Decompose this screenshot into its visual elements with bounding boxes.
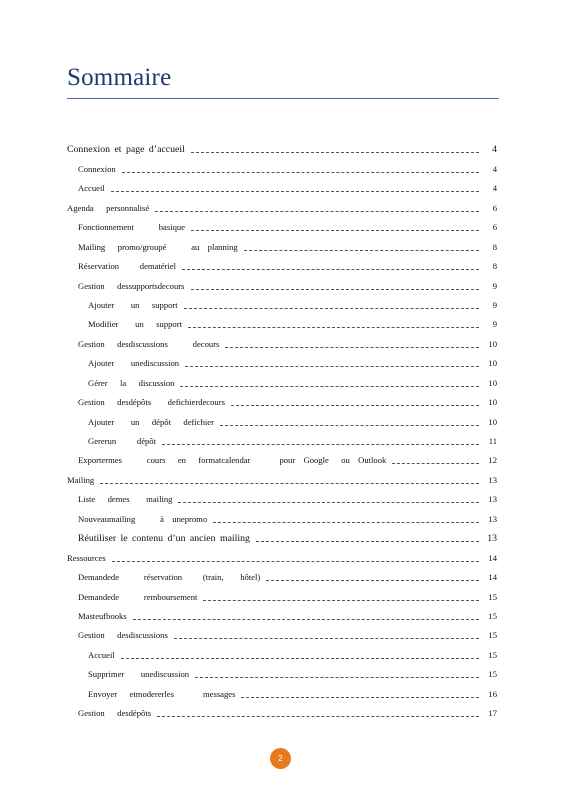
toc-entry-page-number: 15 bbox=[488, 649, 497, 660]
toc-entry-label: Gérer la discussion bbox=[88, 377, 175, 388]
toc-entry[interactable] bbox=[67, 234, 497, 253]
toc-entry[interactable] bbox=[67, 604, 497, 623]
toc-entry-page-number: 14 bbox=[488, 552, 497, 563]
toc-entry-page-number: 9 bbox=[492, 319, 497, 330]
toc-entry-label: Liste demes mailing bbox=[78, 494, 173, 505]
toc-entry-label: Gestion desdiscussions decours bbox=[78, 338, 220, 349]
toc-leader bbox=[244, 250, 479, 251]
toc-entry[interactable] bbox=[67, 565, 497, 584]
toc-entry[interactable] bbox=[67, 487, 497, 506]
toc-entry-label: Modifier un support bbox=[88, 319, 182, 330]
toc-entry-label: Ajouter un support bbox=[88, 299, 178, 310]
toc-entry-label: Envoyer etmodererles messages bbox=[88, 688, 236, 699]
toc-entry-page-number: 14 bbox=[488, 572, 497, 583]
toc-entry[interactable] bbox=[67, 584, 497, 603]
toc-entry[interactable] bbox=[67, 312, 497, 331]
toc-entry-label: Réutiliser le contenu d’un ancien mailing bbox=[78, 533, 250, 545]
toc-leader bbox=[100, 483, 479, 484]
toc-entry-label: Connexion bbox=[78, 163, 116, 174]
toc-entry-page-number: 10 bbox=[488, 397, 497, 408]
toc-entry-page-number: 4 bbox=[492, 163, 497, 174]
toc-entry[interactable] bbox=[67, 701, 497, 720]
toc-leader bbox=[225, 347, 479, 348]
toc-entry-page-number: 10 bbox=[488, 338, 497, 349]
toc-entry-label: Ressources bbox=[67, 552, 106, 563]
toc-entry-page-number: 17 bbox=[488, 708, 497, 719]
toc-entry[interactable] bbox=[67, 506, 497, 525]
toc-entry-page-number: 8 bbox=[492, 241, 497, 252]
toc-leader bbox=[213, 522, 479, 523]
toc-leader bbox=[231, 405, 479, 406]
toc-entry[interactable] bbox=[67, 545, 497, 564]
page-title: Sommaire bbox=[67, 64, 172, 91]
toc-entry[interactable] bbox=[67, 467, 497, 486]
toc-entry[interactable] bbox=[67, 681, 497, 700]
toc-entry-page-number: 12 bbox=[488, 455, 497, 466]
toc-entry[interactable] bbox=[67, 351, 497, 370]
toc-entry[interactable] bbox=[67, 195, 497, 214]
toc-entry-page-number: 9 bbox=[492, 299, 497, 310]
toc-entry-page-number: 11 bbox=[488, 436, 497, 446]
toc-entry[interactable] bbox=[67, 293, 497, 312]
toc-leader bbox=[111, 191, 479, 192]
toc-leader bbox=[220, 425, 479, 426]
toc-entry-page-number: 6 bbox=[492, 202, 497, 213]
toc-leader bbox=[241, 697, 479, 698]
toc-entry-page-number: 10 bbox=[488, 377, 497, 388]
toc-entry-label: Nouveaumailing à unepromo bbox=[78, 513, 208, 524]
toc-leader bbox=[191, 289, 480, 290]
page-number-badge: 2 bbox=[270, 748, 291, 769]
toc-entry[interactable] bbox=[67, 429, 497, 448]
toc-entry-label: Accueil bbox=[78, 183, 105, 194]
toc-entry-label: Demandede réservation (train, hôtel) bbox=[78, 572, 261, 583]
toc-entry-label: Ajouter un dépôt defichier bbox=[88, 416, 214, 427]
toc-entry-label: Mailing bbox=[67, 474, 95, 485]
toc-entry-label: Supprimer unediscussion bbox=[88, 669, 190, 680]
toc-leader bbox=[185, 366, 479, 367]
toc-entry-page-number: 13 bbox=[488, 494, 497, 505]
toc-entry-label: Gestion desdépôts defichierdecours bbox=[78, 397, 225, 408]
toc-entry-page-number: 13 bbox=[487, 533, 497, 545]
toc-entry-label: Gestion desdépôts bbox=[78, 708, 152, 719]
toc-entry-page-number: 4 bbox=[492, 144, 497, 156]
toc-leader bbox=[174, 638, 479, 639]
toc-entry[interactable] bbox=[67, 390, 497, 409]
toc-leader bbox=[203, 600, 479, 601]
toc-entry-page-number: 15 bbox=[488, 630, 497, 641]
toc-entry-label: Gestion dessupportsdecours bbox=[78, 280, 185, 291]
toc-leader bbox=[266, 580, 479, 581]
toc-entry-label: Connexion et page d’accueil bbox=[67, 144, 185, 156]
toc-leader bbox=[157, 716, 479, 717]
toc-entry[interactable] bbox=[67, 409, 497, 428]
toc-entry-label: Gestion desdiscussions bbox=[78, 630, 168, 641]
toc-entry[interactable] bbox=[67, 254, 497, 273]
toc-entry[interactable] bbox=[67, 623, 497, 642]
toc-leader bbox=[184, 308, 479, 309]
toc-leader bbox=[256, 541, 479, 542]
toc-entry[interactable] bbox=[67, 176, 497, 195]
toc-leader bbox=[122, 172, 479, 173]
toc-entry-label: Accueil bbox=[88, 649, 115, 660]
toc-leader bbox=[133, 619, 479, 620]
toc-entry-page-number: 8 bbox=[492, 261, 497, 272]
toc-entry-page-number: 10 bbox=[488, 416, 497, 427]
toc-entry-page-number: 15 bbox=[488, 591, 497, 602]
toc-leader bbox=[178, 502, 479, 503]
toc-leader bbox=[392, 463, 479, 464]
toc-entry-page-number: 15 bbox=[488, 669, 497, 680]
title-divider bbox=[67, 98, 499, 99]
toc-entry-page-number: 13 bbox=[488, 474, 497, 485]
toc-entry[interactable] bbox=[67, 137, 497, 156]
toc-entry-page-number: 6 bbox=[492, 222, 497, 233]
toc-leader bbox=[191, 230, 479, 231]
toc-leader bbox=[195, 677, 479, 678]
toc-entry-page-number: 4 bbox=[492, 183, 497, 194]
toc-entry[interactable] bbox=[67, 331, 497, 350]
toc-entry-label: Mailing promo/groupé au planning bbox=[78, 241, 238, 252]
toc-leader bbox=[112, 561, 479, 562]
toc-leader bbox=[188, 327, 479, 328]
toc-leader bbox=[191, 152, 479, 153]
toc-entry[interactable] bbox=[67, 273, 497, 292]
toc-entry-page-number: 9 bbox=[492, 280, 497, 291]
toc-entry-page-number: 15 bbox=[488, 610, 497, 621]
toc-leader bbox=[121, 658, 479, 659]
toc-entry[interactable] bbox=[67, 642, 497, 661]
toc-entry-label: Demandede remboursement bbox=[78, 591, 198, 602]
toc-entry-label: Masteufbooks bbox=[78, 610, 127, 621]
toc-entry-page-number: 10 bbox=[488, 358, 497, 369]
toc-entry[interactable] bbox=[67, 156, 497, 175]
toc-entry-label: Gererun dépôt bbox=[88, 436, 156, 446]
toc-entry-label: Fonctionnement basique bbox=[78, 222, 185, 233]
toc-leader bbox=[155, 211, 479, 212]
toc-leader bbox=[180, 386, 479, 387]
toc-entry-label: Exportermes cours en formatcalendar pour Google ou Outlook bbox=[78, 455, 387, 466]
toc-entry-page-number: 16 bbox=[488, 688, 497, 699]
toc-entry[interactable] bbox=[67, 526, 497, 545]
toc-leader bbox=[182, 269, 479, 270]
toc-entry-page-number: 13 bbox=[488, 513, 497, 524]
toc-entry[interactable] bbox=[67, 215, 497, 234]
toc-entry[interactable] bbox=[67, 662, 497, 681]
toc-entry[interactable] bbox=[67, 448, 497, 467]
toc-entry-label: Agenda personnalisé bbox=[67, 202, 150, 213]
toc-entry-label: Réservation dematériel bbox=[78, 261, 177, 272]
toc-leader bbox=[162, 444, 479, 445]
toc-entry-label: Ajouter unediscussion bbox=[88, 358, 180, 369]
toc-entry[interactable] bbox=[67, 370, 497, 389]
table-of-contents bbox=[67, 137, 497, 720]
